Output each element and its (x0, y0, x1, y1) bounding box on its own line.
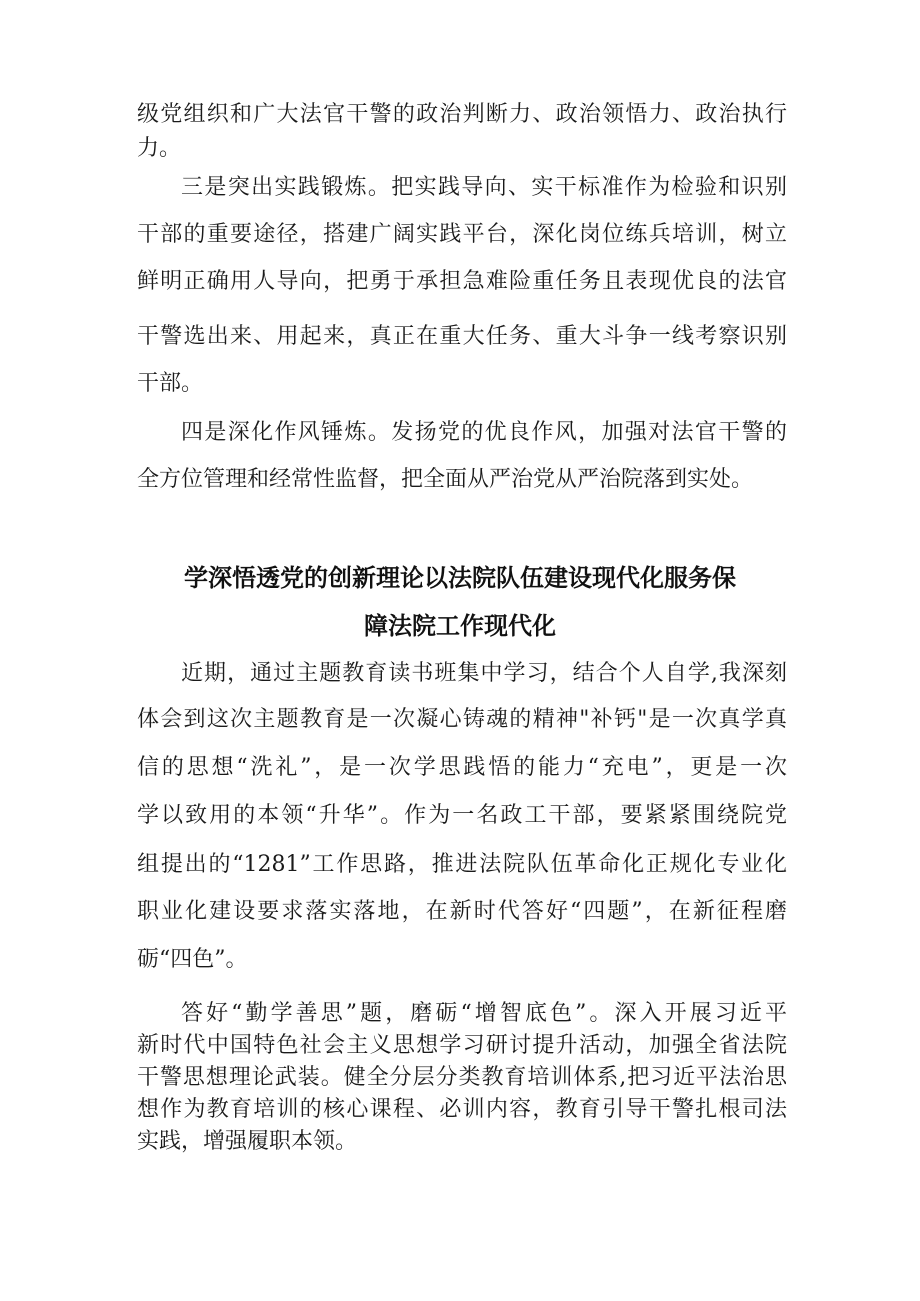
text-line: 干警思想理论武装。健全分层分类教育培训体系,把习近平法治思 (137, 1065, 787, 1090)
text-line: 想作为教育培训的核心课程、必训内容，教育引导干警扎根司法 (137, 1097, 787, 1122)
text-line: 鲜明正确用人导向，把勇于承担急难险重任务且表现优良的法官 (137, 269, 787, 294)
article-title-line-2: 障法院工作现代化 (364, 612, 556, 640)
text-line: 全方位管理和经常性监督，把全面从严治党从严治院落到实处。 (137, 467, 754, 492)
text-line: 职业化建设要求落实落地，在新时代答好“四题”，在新征程磨 (137, 899, 787, 924)
text-line: 信的思想“洗礼”，是一次学思践悟的能力“充电”，更是一次 (137, 755, 787, 780)
article-title-line-1: 学深悟透党的创新理论以法院队伍建设现代化服务保 (184, 564, 736, 592)
text-line: 砺“四色”。 (137, 947, 248, 972)
text-line: 干警选出来、用起来，真正在重大任务、重大斗争一线考察识别 (137, 324, 787, 349)
text-line: 实践，增强履职本领。 (137, 1129, 358, 1154)
text-line: 干部的重要途径，搭建广阔实践平台，深化岗位练兵培训，树立 (137, 222, 787, 247)
text-line: 四是深化作风锤炼。发扬党的优良作风，加强对法官干警的 (181, 420, 787, 445)
text-line: 力。 (137, 136, 182, 161)
text-line: 干部。 (137, 371, 204, 396)
text-line: 答好“勤学善思”题，磨砺“增智底色”。深入开展习近平 (181, 1001, 787, 1026)
text-line: 级党组织和广大法官干警的政治判断力、政治领悟力、政治执行 (137, 102, 787, 127)
text-line: 新时代中国特色社会主义思想学习研讨提升活动，加强全省法院 (137, 1033, 787, 1058)
text-line: 近期，通过主题教育读书班集中学习，结合个人自学,我深刻 (181, 661, 787, 686)
text-line: 组提出的“1281”工作思路，推进法院队伍革命化正规化专业化 (137, 852, 787, 877)
text-line: 学以致用的本领“升华”。作为一名政工干部，要紧紧围绕院党 (137, 803, 787, 828)
text-line: 三是突出实践锻炼。把实践导向、实干标准作为检验和识别 (181, 175, 787, 200)
text-line: 体会到这次主题教育是一次凝心铸魂的精神"补钙"是一次真学真 (137, 707, 787, 732)
